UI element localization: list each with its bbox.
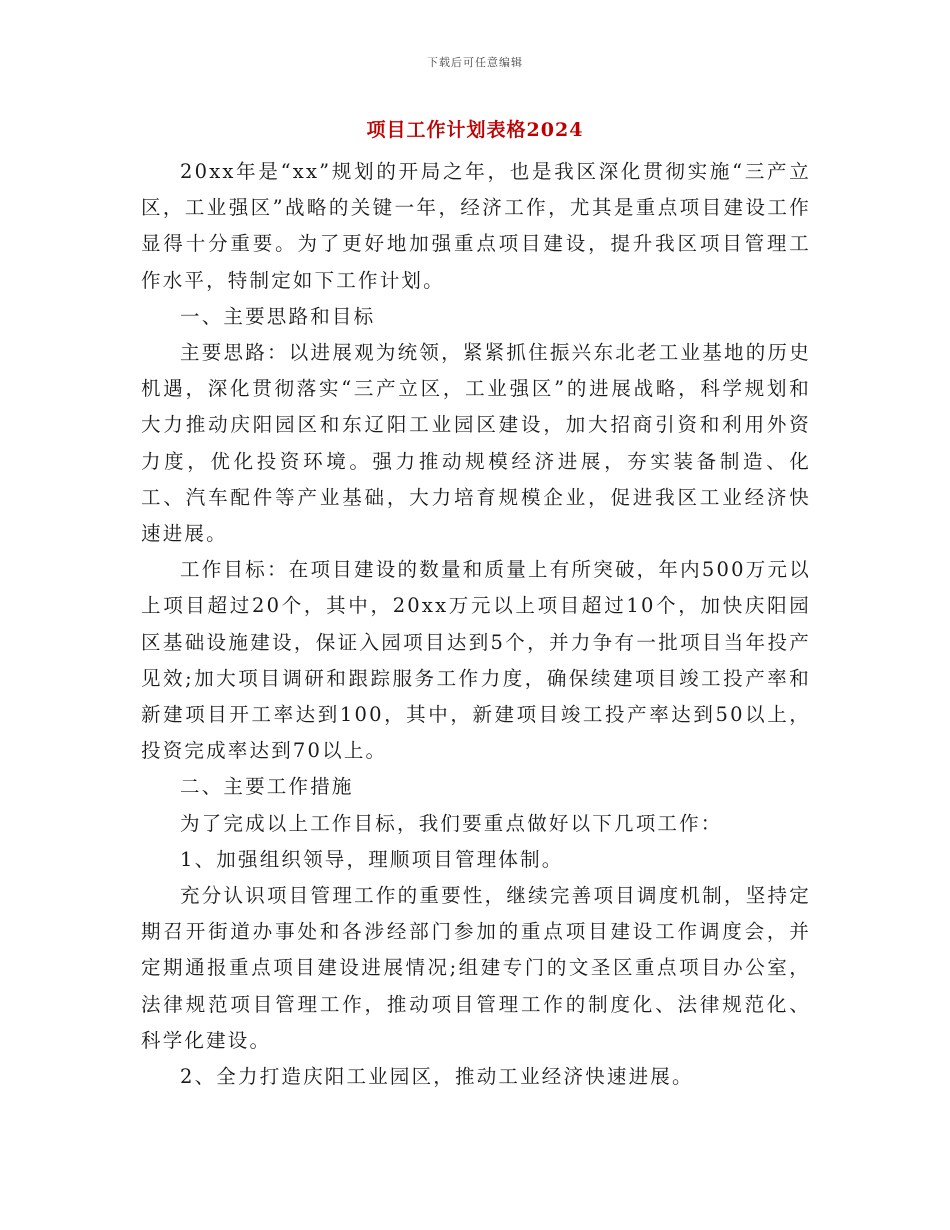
section-heading-2: 二、主要工作措施 bbox=[180, 775, 354, 799]
section-heading-1: 一、主要思路和目标 bbox=[180, 304, 376, 328]
document-title: 项目工作计划表格2024 bbox=[366, 119, 584, 141]
subheading-2: 2、全力打造庆阳工业园区，推动工业经济快速进展。 bbox=[180, 1065, 694, 1089]
subheading-1: 1、加强组织领导，理顺项目管理体制。 bbox=[180, 847, 564, 871]
header-note: 下载后可任意编辑 bbox=[427, 56, 523, 69]
paragraph-management: 充分认识项目管理工作的重要性，继续完善项目调度机制，坚持定期召开街道办事处和各涉经部门参加的重点项目建设工作调度会，并定期通报重点项目建设进展情况;组建专门的文圣区重点项目办公室，法律规范项目管理工作，推动项目管理工作的制度化、法律规范化、科学化建设。 bbox=[141, 884, 811, 1052]
paragraph-main-ideas: 主要思路：以进展观为统领，紧紧抓住振兴东北老工业基地的历史机遇，深化贯彻落实“三产立区，工业强区”的进展战略，科学规划和大力推动庆阳园区和东辽阳工业园区建设，加大招商引资和利用外资力度，优化投资环境。强力推动规模经济进展，夯实装备制造、化工、汽车配件等产业基础，大力培育规模企业，促进我区工业经济快速进展。 bbox=[141, 341, 811, 546]
paragraph-measures-intro: 为了完成以上工作目标，我们要重点做好以下几项工作： bbox=[180, 811, 723, 835]
paragraph-work-goals: 工作目标：在项目建设的数量和质量上有所突破，年内500万元以上项目超过20个，其中，20xx万元以上项目超过10个，加快庆阳园区基础设施建设，保证入园项目达到5个，并力争有一批项目当年投产见效;加大项目调研和跟踪服务工作力度，确保续建项目竣工投产率和新建项目开工率达到100，其中，新建项目竣工投产率达到50以上，投资完成率达到70以上。 bbox=[141, 558, 811, 763]
document-body bbox=[141, 154, 811, 1095]
paragraph-intro: 20xx年是“xx”规划的开局之年，也是我区深化贯彻实施“三产立区，工业强区”战略的关键一年，经济工作，尤其是重点项目建设工作显得十分重要。为了更好地加强重点项目建设，提升我区项目管理工作水平，特制定如下工作计划。 bbox=[141, 160, 811, 292]
